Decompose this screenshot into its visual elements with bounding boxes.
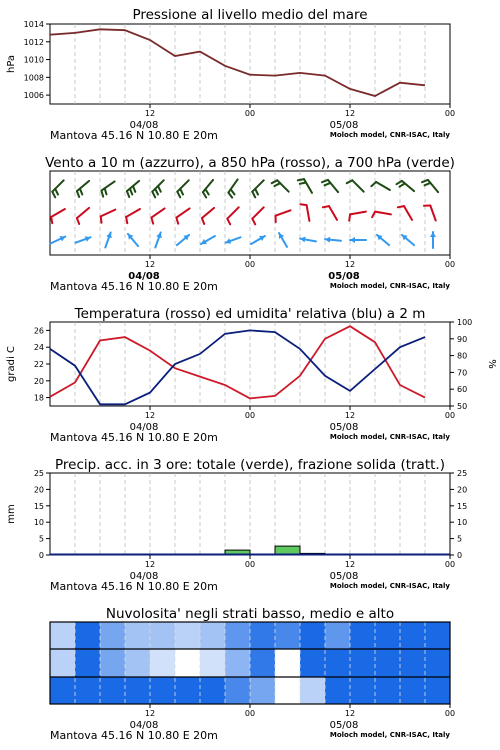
model-credit: Moloch model, CNR-ISAC, Italy <box>329 433 450 441</box>
wind-x-axis <box>50 255 455 293</box>
temperature-line <box>50 326 425 398</box>
x-tick-label: 00 <box>244 109 256 118</box>
model-credit: Moloch model, CNR-ISAC, Italy <box>329 731 450 739</box>
model-credit: Moloch model, CNR-ISAC, Italy <box>329 582 450 590</box>
y-tick-label: 70 <box>457 368 468 378</box>
pressure-x-axis <box>50 104 455 142</box>
cloud-cell <box>100 677 126 704</box>
x-tick-label: 00 <box>244 260 256 269</box>
date-label: 04/08 <box>128 271 160 282</box>
wind-barb <box>226 237 241 244</box>
wind-barb <box>52 180 63 197</box>
y-tick-label: 20 <box>457 485 468 495</box>
pressure-ylabel: hPa <box>6 54 17 74</box>
wind-barb <box>272 180 289 191</box>
wind-barb <box>51 209 65 223</box>
wind-barb <box>101 210 116 223</box>
y-tick-label: 18 <box>33 393 44 403</box>
cloud-cell <box>325 649 351 677</box>
wind-barb <box>177 235 189 245</box>
date-label: 04/08 <box>129 720 159 731</box>
wind-barb <box>126 209 140 223</box>
date-label: 04/08 <box>129 571 159 582</box>
wind-barb <box>397 181 415 191</box>
wind-barb <box>128 234 138 246</box>
model-credit: Moloch model, CNR-ISAC, Italy <box>329 282 450 290</box>
y-tick-label: 20 <box>33 485 44 495</box>
cloud-cell <box>225 677 251 704</box>
pressure-line <box>50 29 425 96</box>
y-tick-label: 1010 <box>23 55 44 65</box>
wind-barb <box>105 233 112 248</box>
cloud-cell <box>400 677 426 704</box>
y-tick-label: 0 <box>457 551 463 560</box>
pressure-title: Pressione al livello medio del mare <box>132 7 368 23</box>
wind-barb <box>77 181 89 197</box>
temperature-title: Temperatura (rosso) ed umidita' relativa (blu) a 2 m <box>74 306 426 322</box>
x-tick-label: 00 <box>244 709 256 718</box>
wind-barb <box>203 180 213 198</box>
cloud-cell <box>350 649 376 677</box>
precip-grid <box>75 473 425 555</box>
cloud-cells <box>50 622 451 704</box>
x-tick-label: 00 <box>444 709 456 718</box>
wind-barb <box>322 180 338 192</box>
wind-barb <box>347 180 364 191</box>
x-tick-label: 00 <box>444 560 456 569</box>
cloud-cell <box>250 622 276 649</box>
y-tick-label: 24 <box>33 343 44 353</box>
wind-barb <box>151 208 164 223</box>
location-label: Mantova 45.16 N 10.80 E 20m <box>50 280 218 293</box>
date-label: 04/08 <box>129 120 159 131</box>
cloud-cell <box>200 677 226 704</box>
wind-barb <box>252 180 263 197</box>
cloud-cell <box>125 677 151 704</box>
y-tick-label: 20 <box>33 376 44 386</box>
cloud-x-axis <box>50 704 455 742</box>
cloud-cell <box>75 622 101 649</box>
cloud-cell <box>350 622 376 649</box>
cloud-cell <box>125 649 151 677</box>
wind-barb <box>422 180 438 192</box>
date-label: 05/08 <box>329 422 359 433</box>
precip-y-ticks <box>34 469 50 560</box>
cloud-cell <box>150 649 176 677</box>
x-tick-label: 00 <box>244 560 256 569</box>
cloud-cell <box>100 622 126 649</box>
date-label: 05/08 <box>329 720 359 731</box>
y-tick-label: 60 <box>457 385 468 395</box>
cloud-title: Nuvolosita' negli strati basso, medio e alto <box>105 606 395 622</box>
pressure-panel <box>6 7 455 142</box>
wind-barb <box>51 236 66 243</box>
date-label: 04/08 <box>129 422 159 433</box>
y-tick-label: 26 <box>33 326 44 336</box>
x-tick-label: 00 <box>444 411 456 420</box>
date-label: 05/08 <box>328 271 360 282</box>
y-tick-label: 50 <box>457 402 468 411</box>
wind-barb <box>152 180 163 197</box>
cloud-cell <box>350 677 376 704</box>
cloud-cell <box>200 649 226 677</box>
wind-barb <box>77 208 89 224</box>
cloud-cell <box>225 649 251 677</box>
wind-barb <box>350 237 366 243</box>
y-tick-label: 1012 <box>23 37 44 47</box>
y-tick-label: 90 <box>457 334 468 344</box>
y-tick-label: 25 <box>33 469 44 478</box>
cloud-cell <box>125 622 151 649</box>
cloud-cell <box>150 622 176 649</box>
cloud-cell <box>300 622 326 649</box>
x-tick-label: 12 <box>144 260 156 269</box>
wind-barb <box>325 237 341 243</box>
cloud-cell <box>325 677 351 704</box>
precip-bars <box>50 546 450 555</box>
cloud-cell <box>375 649 401 677</box>
wind-barb <box>155 233 162 248</box>
x-tick-label: 00 <box>244 411 256 420</box>
temperature-y-ticks <box>34 326 50 402</box>
precip-frame <box>50 473 450 555</box>
temperature-ylabel: gradi C <box>6 346 17 382</box>
cloud-cell <box>275 677 301 704</box>
x-tick-label: 12 <box>144 109 156 118</box>
precip-y-ticks-right <box>450 469 467 560</box>
x-tick-label: 12 <box>344 709 356 718</box>
cloud-cell <box>175 677 201 704</box>
temperature-x-axis <box>50 406 455 444</box>
y-tick-label: 5 <box>457 534 463 544</box>
y-tick-label: 22 <box>33 360 44 369</box>
wind-title: Vento a 10 m (azzurro), a 850 hPa (rosso), a 700 hPa (verde) <box>45 155 455 171</box>
wind-barb <box>76 236 91 243</box>
wind-barb <box>252 207 263 224</box>
y-tick-label: 80 <box>457 351 468 361</box>
pressure-grid <box>75 24 425 104</box>
cloud-cell <box>175 649 201 677</box>
x-tick-label: 12 <box>344 560 356 569</box>
cloud-cell <box>75 677 101 704</box>
wind-barb <box>227 207 238 224</box>
wind-barb <box>377 235 389 245</box>
humidity-y-ticks <box>450 318 472 411</box>
cloud-cell <box>150 677 176 704</box>
x-tick-label: 12 <box>144 411 156 420</box>
humidity-ylabel: % <box>486 359 497 369</box>
wind-barb <box>251 236 265 244</box>
wind-barb <box>202 208 214 224</box>
cloud-panel <box>50 606 455 742</box>
cloud-cell <box>225 622 251 649</box>
cloud-cell <box>275 622 301 649</box>
temperature-grid <box>75 322 425 406</box>
precip-panel <box>6 457 467 593</box>
wind-barb <box>300 204 309 221</box>
precip-title: Precip. acc. in 3 ore: totale (verde), frazione solida (tratt.) <box>55 457 445 473</box>
date-label: 05/08 <box>329 120 359 131</box>
wind-barb <box>228 179 237 197</box>
cloud-cell <box>200 622 226 649</box>
cloud-cell <box>375 677 401 704</box>
wind-barb <box>176 208 189 223</box>
x-tick-label: 12 <box>344 260 356 269</box>
cloud-cell <box>300 649 326 677</box>
cloud-cell <box>325 622 351 649</box>
location-label: Mantova 45.16 N 10.80 E 20m <box>50 431 218 444</box>
y-tick-label: 1006 <box>23 91 44 101</box>
pressure-y-ticks <box>24 20 50 100</box>
y-tick-label: 25 <box>457 469 468 478</box>
x-tick-label: 00 <box>444 109 456 118</box>
cloud-cell <box>300 677 326 704</box>
cloud-cell <box>275 649 301 677</box>
cloud-cell <box>175 622 201 649</box>
humidity-line <box>50 330 425 404</box>
cloud-cell <box>375 622 401 649</box>
wind-barb <box>101 181 114 196</box>
x-tick-label: 12 <box>144 560 156 569</box>
wind-barb <box>201 236 215 244</box>
cloud-cell <box>425 649 451 677</box>
cloud-cell <box>100 649 126 677</box>
x-tick-label: 12 <box>344 109 356 118</box>
y-tick-label: 10 <box>33 518 44 528</box>
model-credit: Moloch model, CNR-ISAC, Italy <box>329 131 450 139</box>
location-label: Mantova 45.16 N 10.80 E 20m <box>50 580 218 593</box>
cloud-cell <box>400 649 426 677</box>
location-label: Mantova 45.16 N 10.80 E 20m <box>50 129 218 142</box>
wind-barb <box>402 235 414 245</box>
wind-barbs <box>51 179 438 248</box>
cloud-cell <box>425 622 451 649</box>
cloud-cell <box>425 677 451 704</box>
cloud-cell <box>75 649 101 677</box>
cloud-cell <box>250 677 276 704</box>
y-tick-label: 10 <box>457 518 468 528</box>
y-tick-label: 15 <box>457 501 468 511</box>
x-tick-label: 00 <box>444 260 456 269</box>
wind-barb <box>300 237 316 243</box>
date-label: 05/08 <box>329 571 359 582</box>
x-tick-label: 12 <box>344 411 356 420</box>
y-tick-label: 15 <box>33 501 44 511</box>
cloud-cell <box>50 649 76 677</box>
y-tick-label: 1014 <box>23 20 44 29</box>
y-tick-label: 0 <box>38 551 44 560</box>
precip-x-axis <box>50 555 455 593</box>
wind-grid <box>75 171 425 255</box>
wind-barb <box>279 233 287 247</box>
wind-barb <box>424 206 436 221</box>
cloud-cell <box>250 649 276 677</box>
wind-barb <box>371 182 390 190</box>
y-tick-label: 1008 <box>23 73 44 83</box>
pressure-frame <box>50 24 450 104</box>
wind-barb <box>177 180 188 197</box>
cloud-cell <box>50 622 76 649</box>
precip-ylabel: mm <box>6 504 17 524</box>
y-tick-label: 100 <box>457 318 473 327</box>
wind-barb <box>276 210 291 222</box>
temperature-panel <box>6 306 497 444</box>
wind-panel <box>45 155 455 293</box>
y-tick-label: 5 <box>38 534 44 544</box>
wind-barb <box>430 232 436 248</box>
x-tick-label: 12 <box>144 709 156 718</box>
location-label: Mantova 45.16 N 10.80 E 20m <box>50 729 218 742</box>
wind-barb <box>349 212 366 221</box>
wind-barb <box>127 181 139 197</box>
cloud-cell <box>400 622 426 649</box>
cloud-cell <box>50 677 76 704</box>
